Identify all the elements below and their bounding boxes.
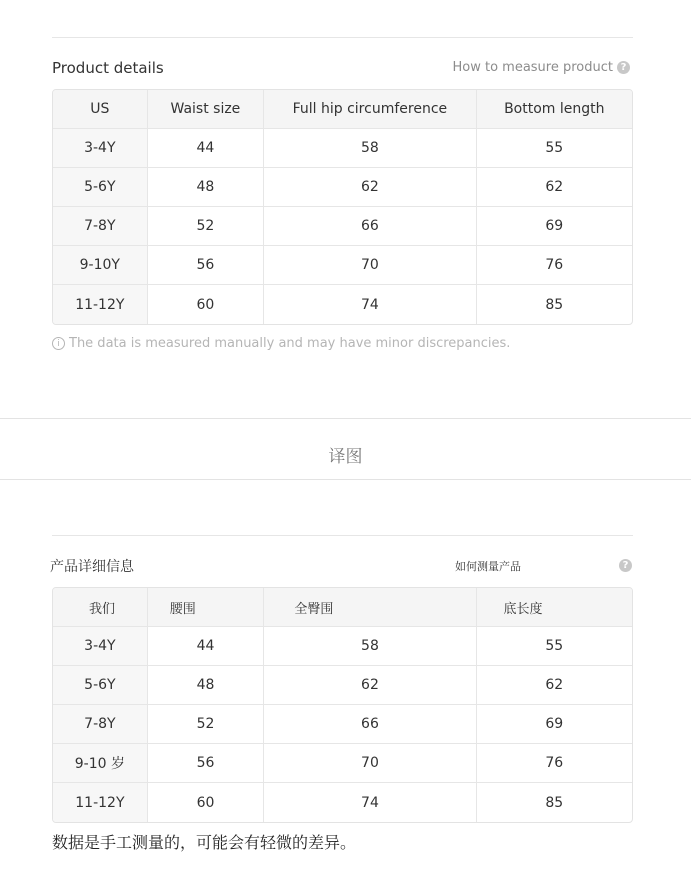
disclaimer-text: The data is measured manually and may have minor discrepancies. xyxy=(69,336,511,351)
table-cell: 44 xyxy=(148,627,265,666)
measurement-disclaimer xyxy=(52,336,510,351)
translated-top-divider xyxy=(52,535,633,536)
size-label-cell: 7-8Y xyxy=(53,705,148,744)
table-header-cell: Full hip circumference xyxy=(264,90,476,129)
size-label-cell: 3-4Y xyxy=(53,129,148,168)
size-label-cell: 9-10Y xyxy=(53,246,148,285)
table-cell: 74 xyxy=(264,783,476,822)
top-divider xyxy=(52,37,633,38)
table-cell: 76 xyxy=(477,744,632,783)
table-cell: 66 xyxy=(264,207,476,246)
table-cell: 62 xyxy=(477,168,632,207)
question-circle-icon[interactable]: ? xyxy=(619,559,632,572)
translated-size-table xyxy=(52,587,633,823)
table-cell: 85 xyxy=(545,296,564,313)
question-circle-icon[interactable]: ? xyxy=(617,61,630,74)
size-label-cell: 7-8Y xyxy=(53,207,148,246)
size-label-cell: 5-6Y xyxy=(53,168,148,207)
table-cell: 62 xyxy=(264,168,476,207)
how-to-measure-link[interactable] xyxy=(452,60,630,75)
size-label-cell: 11-12Y xyxy=(53,783,148,822)
how-to-measure-label: How to measure product xyxy=(452,60,613,75)
table-row xyxy=(53,168,632,207)
table-cell: 85 xyxy=(545,794,564,811)
table-header-cell: US xyxy=(53,90,148,129)
size-label-cell: 5-6Y xyxy=(53,666,148,705)
table-row xyxy=(53,666,632,705)
table-cell: 62 xyxy=(264,666,476,705)
translated-measure-label: 如何测量产品 xyxy=(455,560,521,573)
table-row xyxy=(53,744,632,783)
table-cell: 56 xyxy=(148,246,265,285)
table-cell: 60 xyxy=(148,285,265,324)
table-cell: 52 xyxy=(148,207,265,246)
table-header-cell: 底长度 xyxy=(477,588,632,627)
table-cell: 70 xyxy=(264,744,476,783)
table-cell: 66 xyxy=(264,705,476,744)
size-label-cell: 11-12Y xyxy=(53,285,148,324)
table-cell: 48 xyxy=(148,666,265,705)
table-cell: 62 xyxy=(477,666,632,705)
table-cell: 70 xyxy=(264,246,476,285)
table-row xyxy=(53,285,632,324)
table-row xyxy=(53,246,632,285)
table-row xyxy=(53,705,632,744)
table-cell: 58 xyxy=(264,129,476,168)
table-cell: 69 xyxy=(477,207,632,246)
table-header-cell: 全臀围 xyxy=(264,588,476,627)
info-circle-icon: i xyxy=(52,337,65,350)
table-cell: 44 xyxy=(148,129,265,168)
table-header-cell: Bottom length xyxy=(477,90,632,129)
table-header-cell: 腰围 xyxy=(148,588,265,627)
table-row xyxy=(53,129,632,168)
translation-label: 译图 xyxy=(328,447,363,467)
table-cell: 52 xyxy=(148,705,265,744)
table-header-row xyxy=(53,90,632,129)
table-cell: 55 xyxy=(477,627,632,666)
translated-title: 产品详细信息 xyxy=(50,559,134,575)
table-cell: 74 xyxy=(264,285,476,324)
table-cell: 58 xyxy=(264,627,476,666)
product-details-title: Product details xyxy=(52,59,164,77)
size-label-cell: 9-10 岁 xyxy=(53,744,148,783)
table-cell: 76 xyxy=(477,246,632,285)
size-label-cell: 3-4Y xyxy=(53,627,148,666)
table-header-cell: Waist size xyxy=(148,90,265,129)
size-table xyxy=(52,89,633,325)
table-row xyxy=(53,627,632,666)
table-cell: 48 xyxy=(148,168,265,207)
table-row xyxy=(53,783,632,822)
table-header-row xyxy=(53,588,632,627)
table-cell: 55 xyxy=(477,129,632,168)
table-cell: 69 xyxy=(477,705,632,744)
table-row xyxy=(53,207,632,246)
table-cell: 60 xyxy=(148,783,265,822)
table-header-cell: 我们 xyxy=(53,588,148,627)
table-cell: 56 xyxy=(148,744,265,783)
translated-measure-link[interactable] xyxy=(455,558,521,574)
translated-disclaimer: 数据是手工测量的，可能会有轻微的差异。 xyxy=(52,833,357,852)
